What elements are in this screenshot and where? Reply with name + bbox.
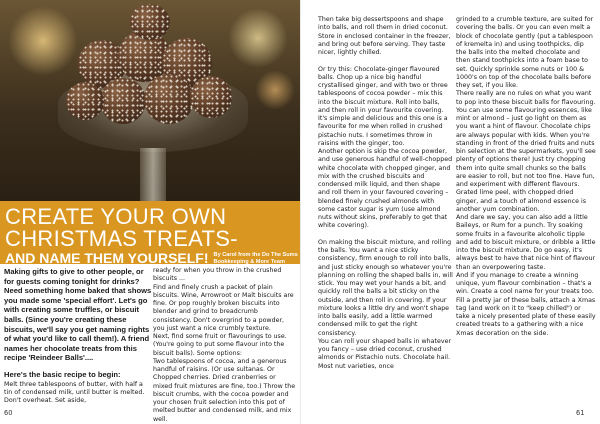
truffle-ball [190, 76, 232, 118]
text-column-3 [318, 16, 453, 371]
paragraph: You can roll your shaped balls in whatever you fancy – use dried coconut, crushed almonds or Pistachio nuts. Chocolate hail. Most nut varieties, once [318, 337, 452, 370]
text-column-1 [4, 267, 152, 405]
paragraph: Two tablespoons of cocoa, and a generous handful of raisins. (Or use sultanas. Or Chopped cherries. Dried cranberries or mixed fruit mixtures are fine, too.) Throw the biscuit crumbs, with the cocoa powder and your chosen fruit selection into this pot of melted butter and condensed milk, and mix well. [153, 357, 296, 423]
paragraph: ready for when you throw in the crushed biscuits ... [153, 267, 282, 283]
text-column-4 [456, 16, 596, 338]
byline [214, 252, 298, 265]
paragraph: Find and finely crush a packet of plain biscuits. Wine, Arrowroot or Malt biscuits are fine. Or pop roughly broken biscuits into blender and grind to breadcrumb consistency. Don't overgrind to a powder, you just want a nice crumbly texture. [153, 283, 294, 332]
bokeh-light [8, 6, 78, 76]
paragraph: Next, find some fruit or flavourings to use. (You're going to put some flavour into the biscuit balls). Some options: [153, 333, 287, 357]
recipe-heading: Here's the basic recipe to begin: [4, 369, 121, 379]
paragraph: grinded to a crumble texture, are suited for covering the balls. Or you can even melt a block of chocolate gently (put a tablespoon of kremelta in) and using toothpicks, dip the balls into the melted chocolate and then stand toothpicks into a foam base to set. Quickly sprinkle some nuts or 100 & 1000's on top of the chocolate balls before they set, if you like. [456, 16, 594, 89]
intro-paragraph: Making gifts to give to other people, or for guests coming tonight for drinks? Need something home baked that shows you made some 'special effort'. Let's go with creating some truffles, or biscuit balls. (Since you're creating these biscuits, we'll say you get naming rights of what you'd like to call them!). A friend names her chocolate treats from this recipe 'Reindeer Balls'.... [4, 267, 152, 363]
bokeh-light [228, 8, 288, 68]
text-column-2 [153, 267, 296, 424]
paragraph: Or try this: Chocolate-ginger flavoured balls. Chop up a nice big handful crystallised ginger, and with two or three tablespoons of cocoa powder – mix this into the biscuit mixture. Roll into balls, and then roll in your favourite covering. It's simple and delicious and this one is a favourite for me when rolled in crushed pistachio nuts. I sometimes throw in raisins with the ginger, too. [318, 65, 448, 147]
paragraph: Then take big dessertspoons and shape into balls, and roll them in dried coconut. Store in enclosed container in the freezer, and bring out before serving. They taste nicer, lightly chilled. [318, 16, 451, 56]
truffle-ball [144, 74, 194, 124]
byline-line1: By Carol from the Do The Sums [213, 252, 298, 258]
article-subtitle: AND NAME THEM YOURSELF! [5, 250, 209, 266]
truffle-ball [66, 82, 104, 120]
article-title-line2: CHRISTMAS TREATS- [5, 226, 238, 251]
article-title-line1: CREATE YOUR OWN [5, 204, 227, 229]
paragraph: Another option is skip the cocoa powder, and use generous handful of well-chopped white chocolate with chopped ginger, and mix with the crushed biscuits and condensed milk liquid, and then shape and roll them in your favoured covering – blended finely crushed almonds with some castor sugar is yum (use almond nuts without skins, preferably to get that white covering). [318, 148, 453, 230]
paragraph: There really are no rules on what you want to pop into these biscuit balls for flavouring. You can use some flavouring essences, like mint or almond – just go light on them as you want a hint of flavour. Chocolate chips are always popular with kids. When you're standing in front of the dried fruits and nuts bin selection at the supermarkets, you'll see plenty of options there! Just try chopping them into quite small chunks so the balls are easier to roll, but not too fine. Have fun, and experiment with different flavours. Grated lime peel, with chopped dried ginger, and a touch of almond essence is another yum combination. [456, 90, 596, 213]
paragraph: And dare we say, you can also add a little Baileys, or Rum for a punch. Try soaking some fruits in a favourite alcoholic tipple and add to biscuit mixture, or dribble a little into the biscuit mixture. Do go easy, it's always best to have that nice hint of flavour than an overpowering taste. [456, 214, 596, 271]
page-number-right: 61 [576, 409, 585, 417]
truffle-ball [100, 78, 146, 124]
page-gutter [300, 0, 301, 424]
byline-line2: Bookkeeping & More Team [213, 258, 285, 265]
bokeh-light [255, 70, 295, 110]
truffle-ball [130, 4, 170, 40]
paragraph: On making the biscuit mixture, and rolling the balls. You want a nice sticky consistency, firm enough to roll into balls, and just sticky enough so whatever you're planning on rolling the shaped balls in, will stick. You may wet your hands a bit, and quickly roll the balls a bit sticky on the outside, and then roll in covering. If your mixture looks a little dry and won't shape into balls easily, add a little warmed condensed milk to get the right consistency. [318, 238, 453, 337]
truffle-photo [0, 0, 300, 201]
paragraph: And if you manage to create a winning unique, yum flavour combination – that's a win. Create a cool name for your treats too. Fill a pretty jar of these balls, attach a Xmas tag (and work on it to "keep chilled") or take a nicely presented plate of these easily created treats to a gathering with a nice Xmas decoration on the side. [456, 271, 596, 337]
paragraph: Melt three tablespoons of butter, with half a tin of condensed milk, until butter is melted. Don't overheat. Set aside, [4, 380, 145, 405]
title-banner [0, 201, 300, 264]
glass-stem [140, 148, 166, 201]
page-number-left: 60 [4, 409, 13, 417]
